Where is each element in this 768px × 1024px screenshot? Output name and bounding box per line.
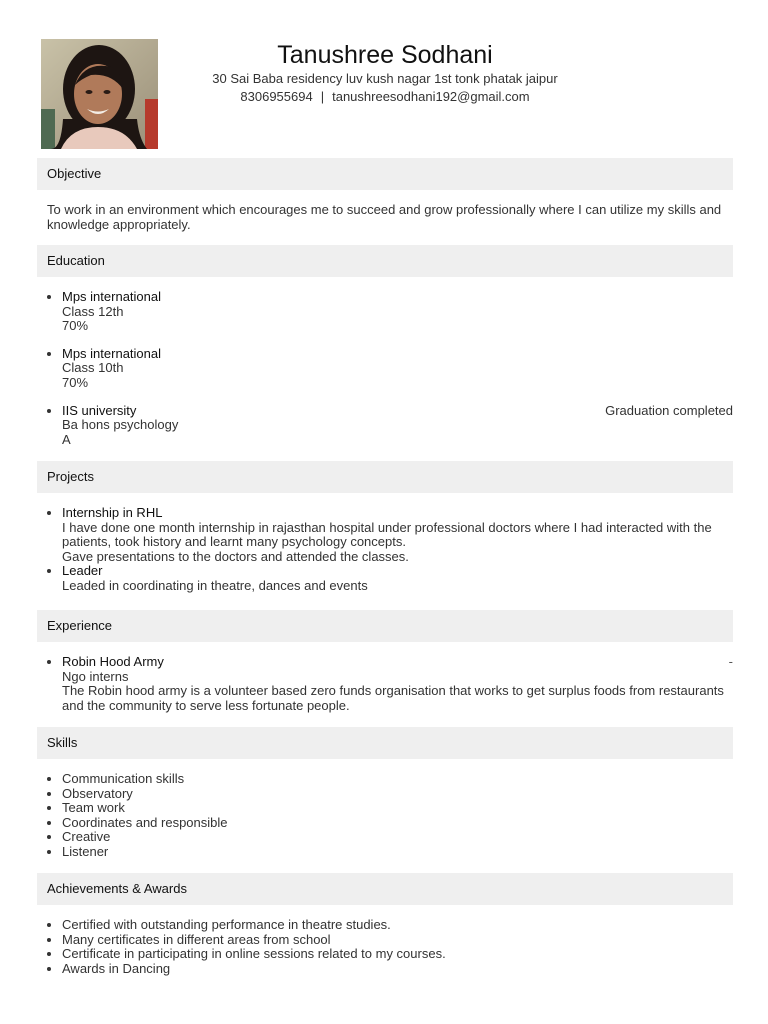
achievements-heading: Achievements & Awards xyxy=(37,873,733,905)
achievement-item: • Awards in Dancing xyxy=(62,962,733,977)
project-description: Gave presentations to the doctors and attended the classes. xyxy=(62,548,409,564)
achievement-item: • Many certificates in different areas from school xyxy=(62,933,733,948)
education-score: A xyxy=(62,431,71,447)
experience-organization: • Robin Hood Army xyxy=(62,654,164,669)
education-status: Graduation completed xyxy=(605,402,733,418)
achievement-item: • Certificate in participating in online sessions related to my courses. xyxy=(62,947,733,962)
experience-dates: - xyxy=(728,654,733,669)
skill-item: • Observatory xyxy=(62,787,733,802)
project-item xyxy=(62,506,733,564)
project-description: I have done one month internship in rajasthan hospital under professional doctors where I had interacted with the patients, took history and learnt many psychology concepts. xyxy=(62,519,712,550)
contact-line xyxy=(160,88,610,106)
project-name: • Internship in RHL xyxy=(62,505,163,520)
experience-section xyxy=(37,610,733,713)
education-detail: Ba hons psychology xyxy=(62,417,179,433)
education-score: 70% xyxy=(62,318,89,334)
education-list xyxy=(37,290,733,447)
skills-section xyxy=(37,727,733,860)
education-institution: • Mps international xyxy=(62,289,161,304)
education-institution: • IIS university xyxy=(62,402,137,418)
skills-heading: Skills xyxy=(37,727,733,759)
education-score: 70% xyxy=(62,374,89,390)
education-heading: Education xyxy=(37,245,733,277)
phone-number: 8306955694 xyxy=(240,89,313,104)
project-description: Leaded in coordinating in theatre, dances and events xyxy=(62,577,368,593)
contact-separator: | xyxy=(320,89,325,104)
objective-text: To work in an environment which encourages me to succeed and grow professionally where I can utilize my skills and knowledge appropriately. xyxy=(47,202,722,232)
candidate-name: Tanushree Sodhani xyxy=(277,41,493,69)
education-detail: Class 12th xyxy=(62,303,124,319)
profile-photo xyxy=(41,39,158,149)
experience-heading: Experience xyxy=(37,610,733,642)
skill-item: • Creative xyxy=(62,830,733,845)
education-detail: Class 10th xyxy=(62,360,124,376)
skills-list xyxy=(37,772,733,860)
skill-item: • Team work xyxy=(62,801,733,816)
experience-role: Ngo interns xyxy=(62,668,129,684)
projects-heading: Projects xyxy=(37,461,733,493)
experience-list xyxy=(37,655,733,713)
project-item xyxy=(62,564,733,593)
education-item xyxy=(62,404,733,448)
email-address: tanushreesodhani192@gmail.com xyxy=(332,89,530,104)
profile-photo-image xyxy=(41,39,158,149)
education-section xyxy=(37,245,733,447)
education-institution: • Mps international xyxy=(62,345,161,361)
experience-description: The Robin hood army is a volunteer based zero funds organisation that works to get surplus foods from restaurants and the community to serve less fortunate people. xyxy=(62,683,724,713)
achievement-item: • Certified with outstanding performance in theatre studies. xyxy=(62,918,733,933)
achievements-section xyxy=(37,873,733,976)
skill-item: • Listener xyxy=(62,845,733,860)
project-name: • Leader xyxy=(62,563,103,579)
resume-header xyxy=(160,40,610,106)
skill-item: • Coordinates and responsible xyxy=(62,816,733,831)
experience-item xyxy=(62,655,733,713)
address: 30 Sai Baba residency luv kush nagar 1st tonk phatak jaipur xyxy=(212,71,558,86)
objective-section xyxy=(37,158,733,232)
education-item xyxy=(62,347,733,391)
education-item xyxy=(62,290,733,334)
objective-heading: Objective xyxy=(37,158,733,190)
achievements-list xyxy=(37,918,733,976)
projects-list xyxy=(37,506,733,594)
projects-section xyxy=(37,461,733,594)
skill-item: • Communication skills xyxy=(62,772,733,787)
